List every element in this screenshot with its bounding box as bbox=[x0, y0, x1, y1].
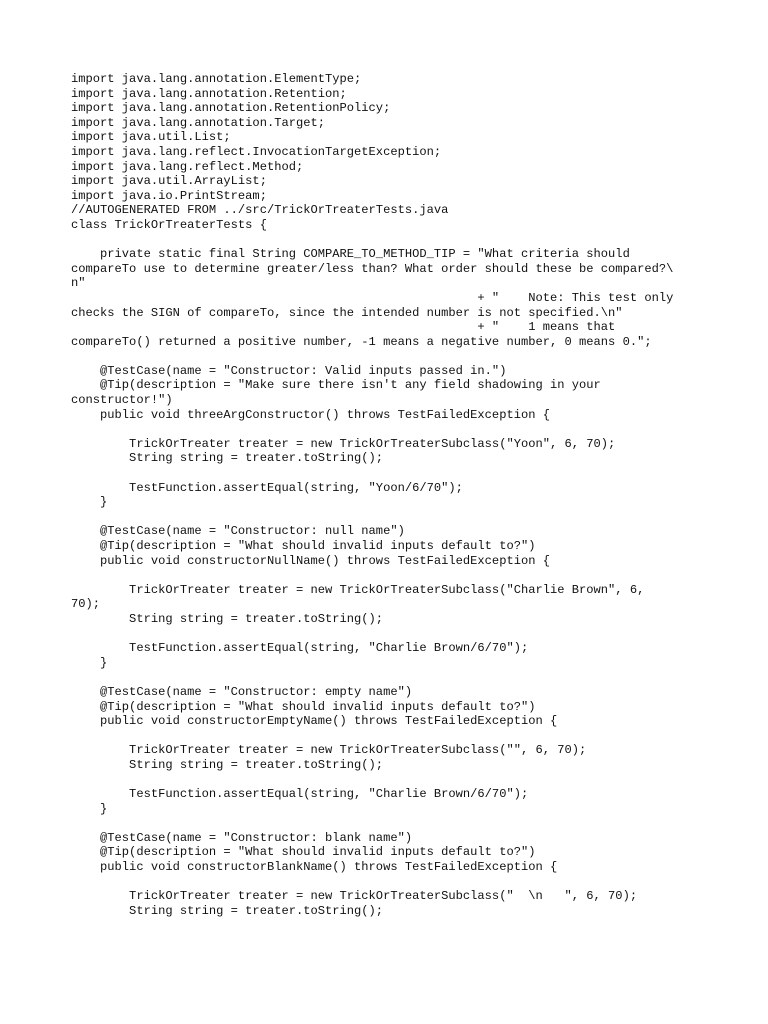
code-line bbox=[71, 510, 711, 525]
code-line: //AUTOGENERATED FROM ../src/TrickOrTreaterTests.java bbox=[71, 203, 449, 218]
code-line: TrickOrTreater treater = new TrickOrTreaterSubclass("Yoon", 6, 70); bbox=[71, 436, 616, 451]
code-line: @Tip(description = "What should invalid inputs default to?") bbox=[71, 539, 536, 553]
code-line: @Tip(description = "What should invalid inputs default to?") bbox=[71, 699, 536, 714]
code-line: import java.lang.annotation.Retention; bbox=[71, 86, 347, 101]
code-line: String string = treater.toString(); bbox=[71, 611, 384, 626]
code-line: public void threeArgConstructor() throws TestFailedException { bbox=[71, 407, 550, 422]
code-line: String string = treater.toString(); bbox=[71, 903, 384, 918]
code-line: import java.lang.annotation.RetentionPolicy; bbox=[71, 101, 391, 116]
code-line: compareTo() returned a positive number, -1 means a negative number, 0 means 0."; bbox=[71, 334, 652, 349]
code-line: @TestCase(name = "Constructor: Valid inputs passed in.") bbox=[71, 363, 507, 378]
code-line: TestFunction.assertEqual(string, "Charlie Brown/6/70"); bbox=[71, 641, 529, 656]
code-line: TestFunction.assertEqual(string, "Yoon/6/70"); bbox=[71, 480, 463, 495]
code-line: private static final String COMPARE_TO_METHOD_TIP = "What criteria should bbox=[71, 247, 630, 262]
code-line: n" bbox=[71, 276, 86, 291]
code-line: } bbox=[71, 655, 108, 670]
code-line: public void constructorNullName() throws TestFailedException { bbox=[71, 553, 550, 568]
code-line: import java.lang.reflect.InvocationTargetException; bbox=[71, 144, 442, 159]
code-line: TrickOrTreater treater = new TrickOrTreaterSubclass("", 6, 70); bbox=[71, 743, 587, 758]
code-line bbox=[71, 349, 711, 364]
code-line bbox=[71, 568, 711, 583]
code-line: + " 1 means that bbox=[71, 320, 616, 335]
code-line: import java.util.List; bbox=[71, 130, 231, 145]
code-line: TestFunction.assertEqual(string, "Charlie Brown/6/70"); bbox=[71, 787, 529, 802]
code-listing bbox=[71, 72, 711, 918]
code-line: import java.util.ArrayList; bbox=[71, 174, 267, 189]
code-line: import java.lang.reflect.Method; bbox=[71, 159, 304, 174]
code-line: @Tip(description = "Make sure there isn't any field shadowing in your bbox=[71, 378, 601, 393]
code-line: public void constructorEmptyName() throws TestFailedException { bbox=[71, 714, 558, 729]
code-line: @TestCase(name = "Constructor: null name") bbox=[71, 524, 405, 539]
code-line: 70); bbox=[71, 597, 101, 612]
code-line: import java.lang.annotation.ElementType; bbox=[71, 72, 362, 86]
code-line bbox=[71, 422, 711, 437]
code-line: @Tip(description = "What should invalid inputs default to?") bbox=[71, 845, 536, 860]
code-line: @TestCase(name = "Constructor: blank name") bbox=[71, 830, 413, 845]
code-line: public void constructorBlankName() throws TestFailedException { bbox=[71, 860, 558, 875]
code-line: constructor!") bbox=[71, 393, 173, 408]
code-line bbox=[71, 627, 711, 642]
code-line: checks the SIGN of compareTo, since the intended number is not specified.\n" bbox=[71, 305, 623, 320]
code-line: String string = treater.toString(); bbox=[71, 451, 384, 466]
code-line: } bbox=[71, 801, 108, 816]
code-line: import java.io.PrintStream; bbox=[71, 188, 267, 203]
code-line: import java.lang.annotation.Target; bbox=[71, 115, 326, 130]
code-line bbox=[71, 233, 711, 248]
code-line: TrickOrTreater treater = new TrickOrTreaterSubclass("Charlie Brown", 6, bbox=[71, 582, 645, 597]
code-line: TrickOrTreater treater = new TrickOrTreaterSubclass(" \n ", 6, 70); bbox=[71, 889, 638, 904]
code-line bbox=[71, 729, 711, 744]
code-line: String string = treater.toString(); bbox=[71, 757, 384, 772]
code-line: + " Note: This test only bbox=[71, 290, 674, 305]
code-line: } bbox=[71, 495, 108, 510]
code-line: class TrickOrTreaterTests { bbox=[71, 217, 267, 232]
code-line bbox=[71, 816, 711, 831]
code-line bbox=[71, 875, 711, 890]
code-line bbox=[71, 466, 711, 481]
code-line: @TestCase(name = "Constructor: empty name") bbox=[71, 684, 413, 699]
code-line: compareTo use to determine greater/less than? What order should these be compared?\ bbox=[71, 261, 674, 276]
code-line bbox=[71, 670, 711, 685]
code-line bbox=[71, 773, 711, 788]
